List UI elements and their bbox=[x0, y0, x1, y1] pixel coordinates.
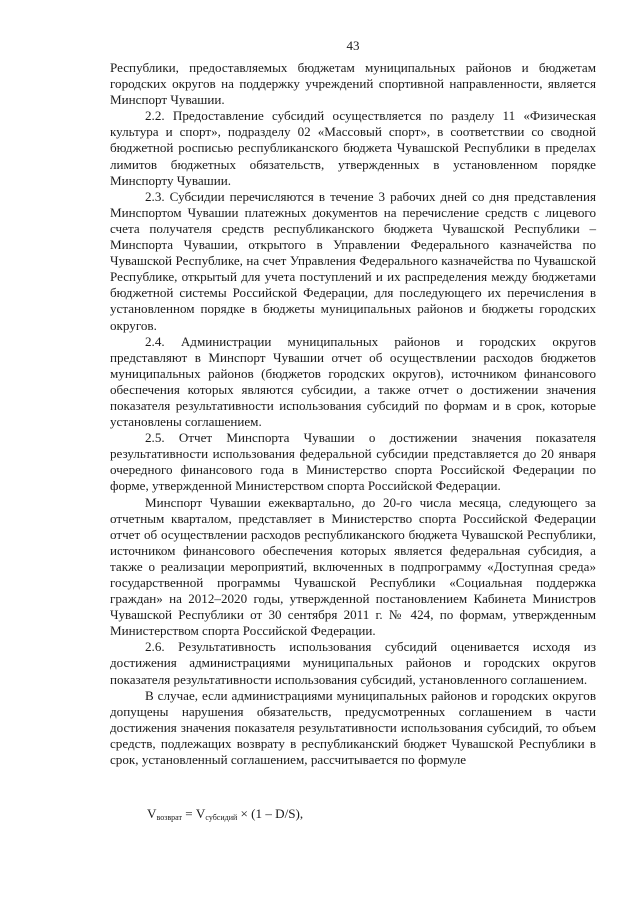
paragraph-2-5: 2.5. Отчет Минспорта Чувашии о достижении значения показателя результативности использования федеральной субсидии представляется до 20 января очередного финансового года в Министерство спорта Российской Федерации по форме, утвержденной Министерством спорта Российской Федерации. bbox=[110, 430, 596, 494]
paragraph-2-2: 2.2. Предоставление субсидий осуществляется по разделу 11 «Физическая культура и спорт», подразделу 02 «Массовый спорт», в соответствии со сводной бюджетной росписью республиканского бюджета Чувашской Республики в пределах лимитов бюджетных обязательств, утвержденных в установленном порядке Минспорту Чувашии. bbox=[110, 108, 596, 188]
paragraph-2-4: 2.4. Администрации муниципальных районов и городских округов представляют в Минспорт Чувашии отчет об осуществлении расходов бюджетов муниципальных районов (бюджетов городских округов), источником финансового обеспечения которых являются субсидии, а также отчет о достижении значения показателя результативности использования субсидий по формам и в срок, которые установлены соглашением. bbox=[110, 333, 596, 430]
paragraph-violation-case: В случае, если администрациями муниципальных районов и городских округов допущены нарушения обязательств, предусмотренных соглашением в части достижения значения показателя результативности использования субсидий, то объем средств, подлежащих возврату в республиканский бюджет Чувашской Республики в срок, установленный соглашением, рассчитывается по формуле bbox=[110, 687, 596, 768]
document-body bbox=[110, 60, 596, 768]
paragraph-minsport-quarterly: Минспорт Чувашии ежеквартально, до 20-го числа месяца, следующего за отчетным кварталом, представляет в Министерство спорта Российской Федерации отчет об осуществлении расходов республиканского бюджета Чувашской Республики, источником финансового обеспечения которых является федеральная субсидия, а также о реализации мероприятий, включенных в подпрограмму «Доступная среда» государственной программы Чувашской Республики «Социальная поддержка граждан» на 2012–2020 годы, утвержденной постановлением Кабинета Министров Чувашской Республики от 30 сентября 2011 г. № 424, по формам, утвержденным Министерством спорта Российской Федерации. bbox=[110, 494, 596, 639]
paragraph-2-3: 2.3. Субсидии перечисляются в течение 3 рабочих дней со дня представления Минспортом Чувашии платежных документов на перечисление средств с лицевого счета получателя средств республиканского бюджета Чувашской Республики – Минспорта Чувашии, открытого в Управлении Федерального казначейства по Чувашской Республике, на счет Управления Федерального казначейства по Чувашской Республике, открытый для учета поступлений и их распределения между бюджетами бюджетной системы Российской Федерации, для последующего их перечисления в установленном порядке в бюджеты муниципальных районов и бюджеты городских округов. bbox=[110, 188, 596, 333]
paragraph-1: Республики, предоставляемых бюджетам муниципальных районов и бюджетам городских округов на поддержку учреждений спортивной направленности, является Минспорт Чувашии. bbox=[110, 60, 596, 108]
refund-formula bbox=[147, 806, 303, 822]
page-number: 43 bbox=[346, 38, 360, 53]
formula-rhs-subscript: субсидий bbox=[205, 813, 238, 822]
formula-lhs-symbol: V bbox=[147, 806, 157, 821]
formula-equals: = bbox=[181, 806, 196, 821]
formula-rhs-symbol: V bbox=[195, 806, 206, 821]
formula-lhs-subscript: возврат bbox=[156, 813, 182, 822]
formula-rest: × (1 – D/S), bbox=[237, 806, 304, 821]
paragraph-2-6: 2.6. Результативность использования субсидий оценивается исходя из достижения администрациями муниципальных районов и городских округов показателя результативности использования субсидий, установленного соглашением. bbox=[110, 639, 596, 687]
